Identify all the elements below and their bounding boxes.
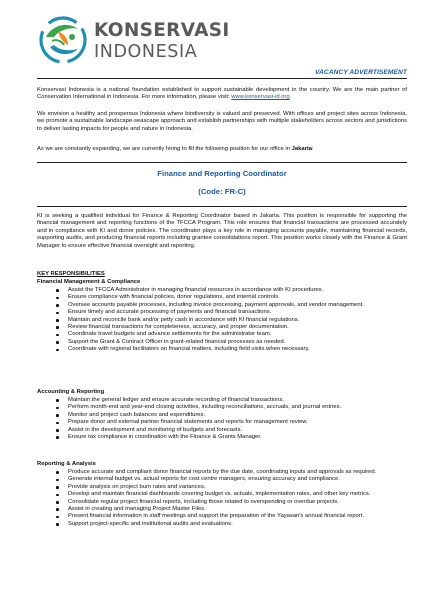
list-item-text: Oversee accounts payable processes, including invoice processing, payment approvals, and vendor management. xyxy=(68,301,364,308)
list-item-text: Coordinate with regional facilitators on financial matters, including field visits when necessary. xyxy=(68,346,310,353)
list-item xyxy=(37,506,405,513)
office-city: Jakarta xyxy=(291,146,313,152)
list-item xyxy=(37,346,405,353)
bullet-icon xyxy=(56,486,59,489)
list-item-text: Present financial information in staff meetings and support the preparation of the Yayasan's annual financial report. xyxy=(68,513,365,520)
list-item xyxy=(37,476,405,483)
list-item xyxy=(37,404,405,411)
list-item-text: Prepare donor and external partner financial statements and reports for management review. xyxy=(68,419,308,426)
logo-text-line1: KONSERVASI xyxy=(94,20,230,41)
list-item xyxy=(37,331,405,338)
list-item-text: Maintain the general ledger and ensure accurate recording of financial transactions. xyxy=(68,397,285,403)
list-item xyxy=(37,521,405,528)
intro-paragraph-3 xyxy=(37,146,407,153)
konservasi-indonesia-logo xyxy=(38,15,243,65)
list-item xyxy=(37,324,405,331)
bullet-icon xyxy=(56,429,59,432)
list-item xyxy=(37,309,405,316)
position-summary: KI is seeking a qualified individual for Finance & Reporting Coordinator based in Jakarta. This position is responsible for supporting the financial management and reporting functions of the TFCCA Program. This role ensures that financial transactions are processed accurately and in compliance with KI and donor policies. The coordinator plays a key role in managing accounts payable, maintaining financial records, supporting audits, and producing financial reports including grantee consolidations report. This position works closely with the Finance & Grant Manager to ensure effective financial oversight and reporting. xyxy=(37,213,407,249)
section-heading-accounting-reporting: Accounting & Reporting xyxy=(37,389,105,395)
bullet-icon xyxy=(56,289,59,292)
list-item-text: Assist in the development and monitoring of budgets and forecasts. xyxy=(68,426,243,433)
bullet-icon xyxy=(56,334,59,337)
bullet-icon xyxy=(56,304,59,307)
list-item xyxy=(37,339,405,346)
list-item-text: Develop and maintain financial dashboards covering budget vs. actuals, implementation rates, and other key metrics. xyxy=(68,491,371,498)
list-item-text: Generate internal budget vs. actual reports for cost centre managers, ensuring accuracy and compliance. xyxy=(68,476,340,483)
list-item-text: Coordinate travel budgets and advance settlements for the administrator team. xyxy=(68,331,272,338)
list-item xyxy=(37,484,405,491)
vacancy-advertisement-label: VACANCY ADVERTISEMENT xyxy=(315,69,407,76)
list-item-text: Maintain and reconcile bank and/or petty cash in accordance with KI financial regulations. xyxy=(68,316,300,323)
position-title: Finance and Reporting Coordinator xyxy=(157,169,287,178)
bullet-icon xyxy=(56,341,59,344)
section-heading-reporting-analysis: Reporting & Analysis xyxy=(37,461,96,467)
position-code: (Code: FR-C) xyxy=(198,187,246,196)
bullet-icon xyxy=(56,407,59,410)
bullet-icon xyxy=(56,399,59,402)
list-item xyxy=(37,317,405,324)
bullet-icon xyxy=(56,494,59,497)
list-item-text: Review financial transactions for completeness, accuracy, and proper documentation. xyxy=(68,324,289,331)
list-item xyxy=(37,412,405,419)
bullet-icon xyxy=(56,414,59,417)
intro-paragraph-2: We envision a healthy and prosperous Indonesia where biodiversity is valued and preserved. With offices and project sites across Indonesia, we promote a sustainable landscape-seascape approach and establish partnerships with multiple stakeholders across sectors and jurisdictions to deliver lasting impacts for people and nature in Indonesia. xyxy=(37,111,407,132)
list-item-text: Perform month-end and year-end closing activities, including reconciliations, accruals, and journal entries. xyxy=(68,404,342,411)
intro-p3-text: As we are constantly expanding, we are currently hiring to fill the following position for our office in xyxy=(37,146,292,152)
logo-emblem-icon xyxy=(38,15,88,65)
list-item-text: Produce accurate and compliant donor financial reports by the due date, coordinating inputs and approvals as required. xyxy=(68,469,377,475)
divider-position-top xyxy=(37,162,407,163)
bullet-icon xyxy=(56,326,59,329)
list-item xyxy=(37,419,405,426)
list-item-text: Support the Grant & Contract Officer in grant-related financial processes as needed. xyxy=(68,338,286,345)
section-heading-financial-management: Financial Management & Compliance xyxy=(37,279,141,285)
list-item-text: Monitor and project cash balances and expenditures. xyxy=(68,411,206,418)
list-item xyxy=(37,427,405,434)
financial-management-list xyxy=(37,287,405,354)
list-item xyxy=(37,397,405,404)
list-item xyxy=(37,491,405,498)
list-item xyxy=(37,469,405,476)
list-item-text: Assist in creating and managing Project Master Files. xyxy=(68,506,206,513)
list-item-text: Provide analysis on project burn rates and variances. xyxy=(68,483,206,490)
divider-top xyxy=(37,78,407,79)
bullet-icon xyxy=(56,501,59,504)
bullet-icon xyxy=(56,312,59,315)
logo-text-line2: INDONESIA xyxy=(94,42,198,62)
bullet-icon xyxy=(56,471,59,474)
bullet-icon xyxy=(56,349,59,352)
list-item-text: Consolidate regular project financial reports, including those related to overspending or overdue projects. xyxy=(68,498,339,505)
list-item xyxy=(37,294,405,301)
divider-position-bottom xyxy=(37,206,407,207)
key-responsibilities-heading: KEY RESPONSIBILITIES xyxy=(37,271,105,277)
list-item xyxy=(37,302,405,309)
bullet-icon xyxy=(56,319,59,322)
intro-paragraph-1 xyxy=(37,87,407,102)
list-item-text: Ensure tax compliance in coordination with the Finance & Grants Manager. xyxy=(68,434,262,441)
list-item-text: Ensure timely and accurate processing of payments and financial transactions. xyxy=(68,309,272,316)
list-item xyxy=(37,434,405,441)
reporting-analysis-list xyxy=(37,469,405,528)
list-item-text: Support project-specific and institutional audits and evaluations. xyxy=(68,520,233,527)
intro-p1-text: Konservasi Indonesia is a national foundation established to support sustainable development in the country. We are the main partner of Conservation International in Indonesia. For more information, please visit: xyxy=(37,87,407,101)
list-item xyxy=(37,287,405,294)
bullet-icon xyxy=(56,508,59,511)
list-item xyxy=(37,499,405,506)
list-item xyxy=(37,513,405,520)
website-link[interactable]: www.konservasi-id.org xyxy=(231,94,290,101)
bullet-icon xyxy=(56,422,59,425)
intro-p3-end: : xyxy=(312,146,314,152)
bullet-icon xyxy=(56,479,59,482)
list-item-text: Assist the TFCCA Administrator in managing financial resources in accordance with KI procedures. xyxy=(68,287,324,293)
bullet-icon xyxy=(56,297,59,300)
accounting-reporting-list xyxy=(37,397,405,441)
bullet-icon xyxy=(56,516,59,519)
list-item-text: Ensure compliance with financial policies, donor regulations, and internal controls. xyxy=(68,294,280,301)
bullet-icon xyxy=(56,436,59,439)
bullet-icon xyxy=(56,523,59,526)
